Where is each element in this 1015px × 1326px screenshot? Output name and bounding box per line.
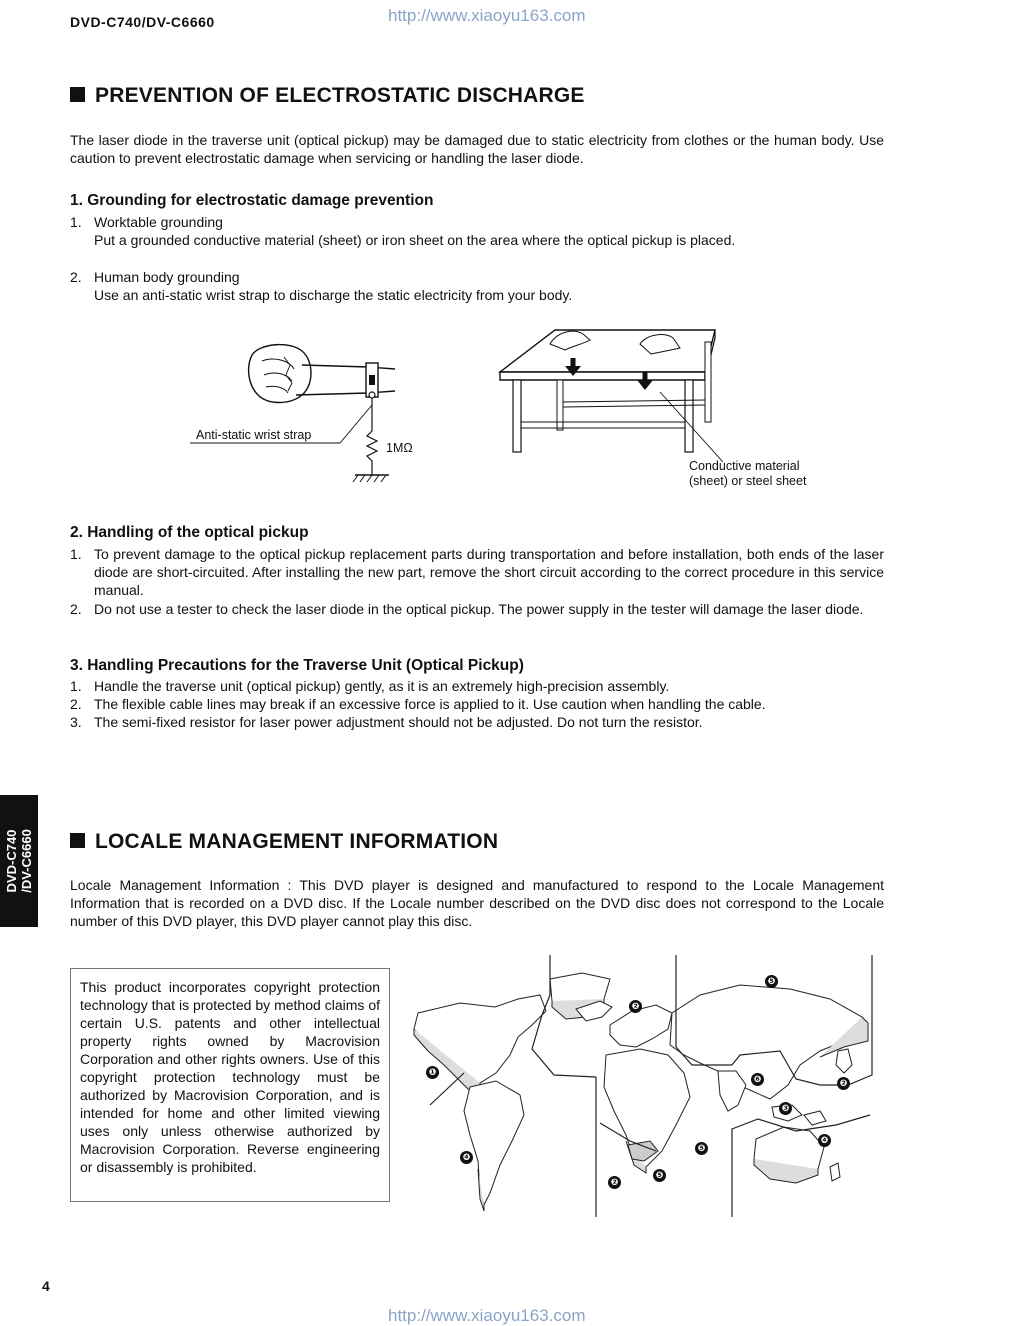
locale-heading-text: LOCALE MANAGEMENT INFORMATION: [95, 830, 499, 853]
page-number: 4: [42, 1278, 50, 1294]
region-2-marker: ❷: [629, 1000, 642, 1013]
side-tab-label: [4, 829, 34, 893]
region-2-marker: ❷: [608, 1176, 621, 1189]
sec3-item-3: [70, 713, 884, 731]
item-text: The flexible cable lines may break if an excessive force is applied to it. Use caution when handling the cable.: [94, 696, 766, 712]
square-bullet-icon: [70, 87, 85, 102]
region-5-marker: ❺: [695, 1142, 708, 1155]
source-url-top[interactable]: http://www.xiaoyu163.com: [388, 6, 586, 25]
locale-heading: [70, 830, 498, 854]
region-5-marker: ❺: [765, 975, 778, 988]
item-text: Handle the traverse unit (optical pickup) gently, as it is an extremely high-precision assembly.: [94, 678, 670, 694]
item-title: Human body grounding: [94, 269, 240, 285]
item-number: 1.: [70, 546, 82, 562]
locale-intro: Locale Management Information : This DVD player is designed and manufactured to respond to the Locale Management Information that is recorded on a DVD disc. If the Locale number described on the DVD disc does not correspond to the Locale number of this DVD player, this DVD player cannot play this disc.: [70, 877, 884, 929]
item-number: 1.: [70, 214, 82, 230]
region-2-marker: ❷: [837, 1077, 850, 1090]
item-number: 3.: [70, 714, 82, 730]
esd-heading-text: PREVENTION OF ELECTROSTATIC DISCHARGE: [95, 84, 585, 107]
region-5-marker: ❺: [653, 1169, 666, 1182]
region-3-marker: ❸: [779, 1102, 792, 1115]
worktable-diagram: [495, 322, 825, 462]
sec2-item-2: [70, 600, 884, 618]
source-url-bottom[interactable]: http://www.xiaoyu163.com: [388, 1306, 586, 1325]
item-text: Use an anti-static wrist strap to discharge the static electricity from your body.: [94, 287, 573, 303]
item-text: The semi-fixed resistor for laser power adjustment should not be adjusted. Do not turn the resistor.: [94, 714, 703, 730]
square-bullet-icon: [70, 833, 85, 848]
sec2-item-1: [70, 545, 884, 599]
wrist-strap-diagram: [190, 335, 420, 495]
sec1-title: 1. Grounding for electrostatic damage prevention: [70, 192, 434, 209]
conductive-label-1: Conductive material: [689, 459, 800, 473]
sec3-title: 3. Handling Precautions for the Traverse Unit (Optical Pickup): [70, 657, 524, 674]
region-4-marker: ❹: [460, 1151, 473, 1164]
copyright-text: This product incorporates copyright protection technology that is protected by method claims of certain U.S. patents and other intellectual property rights owned by Macrovision Corporation and other rights owners. Use of this copyright protection technology must be authorized by Macrovision Corporation, and is intended for home and other limited viewing uses only unless otherwise authorized by Macrovision Corporation. Reverse engineering or disassembly is prohibited.: [80, 979, 380, 1175]
side-tab-line-1: DVD-C740: [4, 829, 19, 893]
item-text: Do not use a tester to check the laser diode in the optical pickup. The power supply in the tester will damage the laser diode.: [94, 601, 864, 617]
sec3-item-1: [70, 677, 884, 695]
sec2-title: 2. Handling of the optical pickup: [70, 524, 309, 541]
item-number: 2.: [70, 269, 82, 285]
region-4-marker: ❹: [818, 1134, 831, 1147]
item-text: To prevent damage to the optical pickup replacement parts during transportation and before installation, both ends of the laser diode are short-circuited. After installing the new part, remove the short circuit according to the correct procedure in this service manual.: [94, 546, 884, 598]
item-text: Put a grounded conductive material (sheet) or iron sheet on the area where the optical pickup is placed.: [94, 232, 736, 248]
side-tab-line-2: /DV-C6660: [19, 829, 34, 893]
esd-intro: The laser diode in the traverse unit (optical pickup) may be damaged due to static electricity from clothes or the human body. Use caution to prevent electrostatic damage when servicing or handling the laser diode.: [70, 132, 884, 166]
strap-label: Anti-static wrist strap: [196, 428, 312, 442]
sec3-item-2: [70, 695, 884, 713]
watermark-number-band: [55, 100, 68, 155]
item-title: Worktable grounding: [94, 214, 223, 230]
region-1-marker: ❶: [426, 1066, 439, 1079]
item-number: 1.: [70, 678, 82, 694]
resistor-label: 1MΩ: [386, 441, 413, 455]
model-header: DVD-C740/DV-C6660: [70, 14, 215, 30]
item-number: 2.: [70, 696, 82, 712]
sec1-item-1: [70, 213, 884, 249]
item-number: 2.: [70, 601, 82, 617]
copyright-notice-box: [70, 968, 390, 1202]
esd-heading: [70, 84, 585, 108]
model-side-tab: [0, 795, 38, 927]
locale-world-map: [400, 955, 880, 1217]
region-6-marker: ❻: [751, 1073, 764, 1086]
conductive-label-2: (sheet) or steel sheet: [689, 474, 807, 488]
sec1-item-2: [70, 268, 884, 304]
